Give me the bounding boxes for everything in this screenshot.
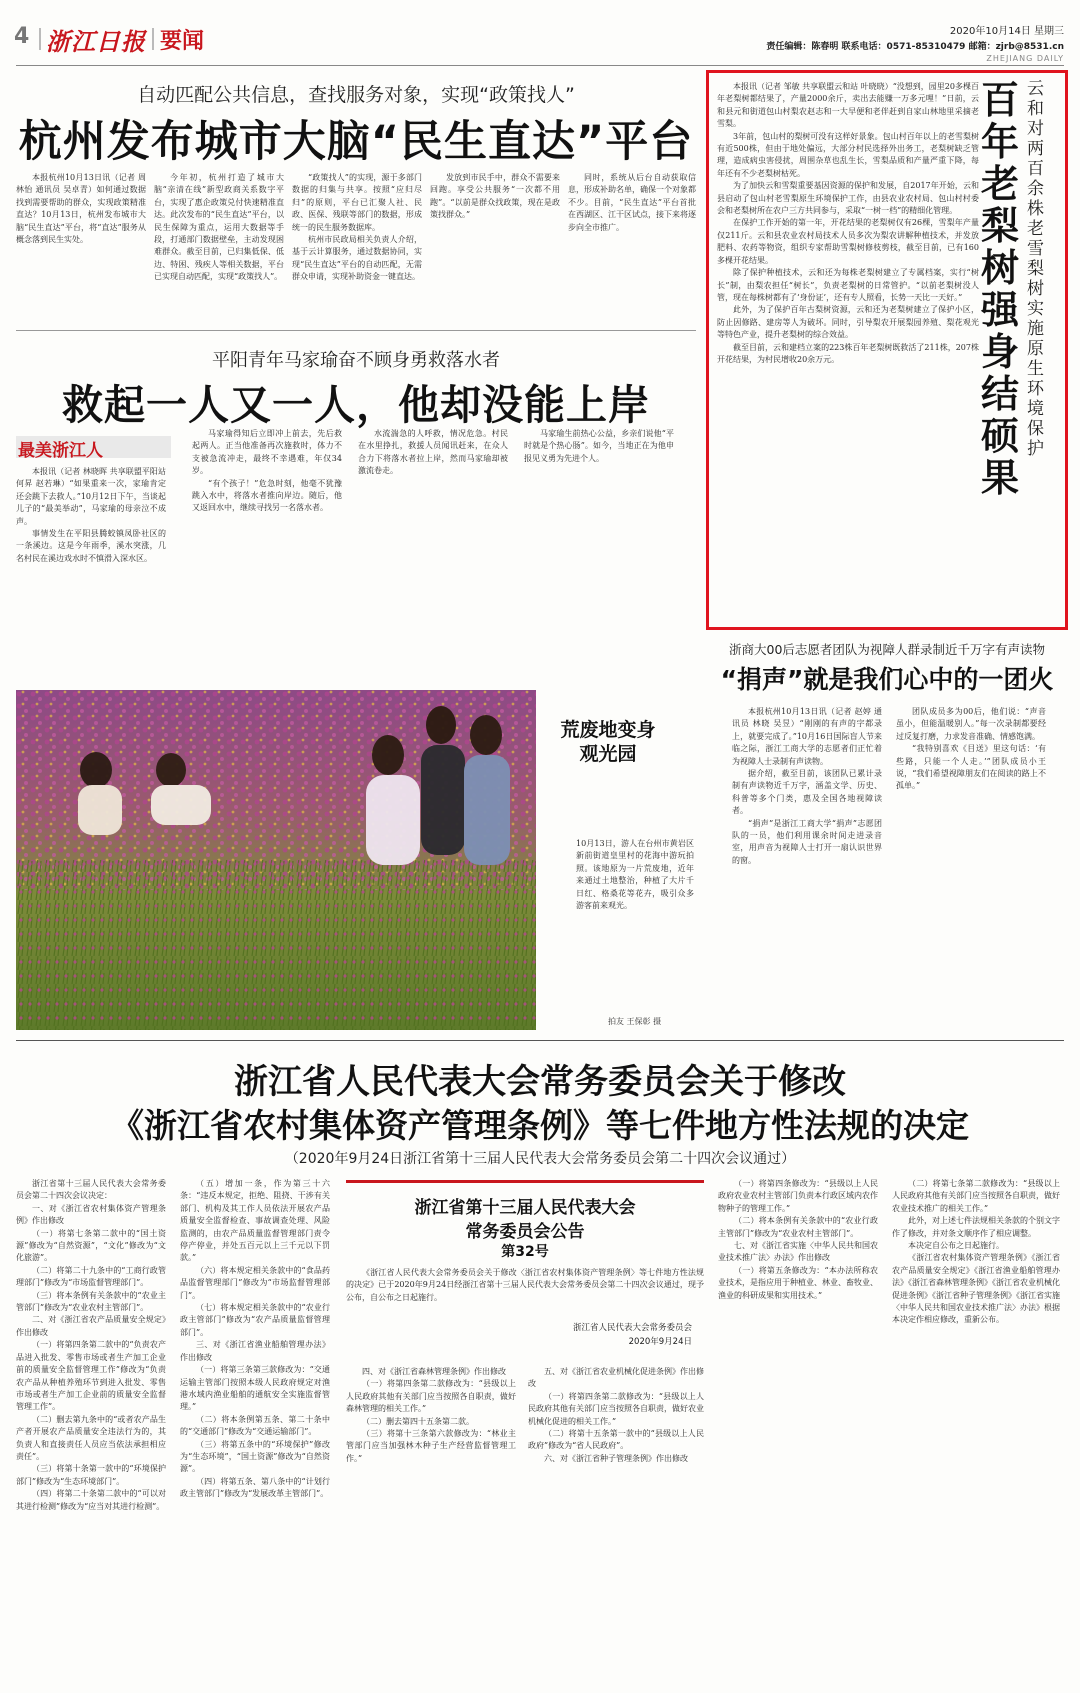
paragraph: 本报杭州10月13日讯（记者 周林怡 通讯员 吴卓青）如何通过数据找到需要帮助的群众，实现政策精准直达？10月13日，杭州发布城市大脑“民生直达”平台，将“直达”服务从概念落到民生实处。 xyxy=(16,173,146,245)
section-rule xyxy=(16,1040,1064,1041)
paragraph: （二）将本条例有关条款中的“农业行政主管部门”修改为“农业农村主管部门”。 xyxy=(718,1216,878,1238)
story-column xyxy=(568,172,696,322)
story-side-kicker: 云和对两百余株老雪梨树实施原生环境保护 xyxy=(1027,79,1044,459)
story-kicker: 浙商大00后志愿者团队为视障人群录制近千万字有声读物 xyxy=(729,642,1045,657)
story-column xyxy=(16,172,146,322)
paragraph: （三）将第十三条第六款修改为：“林业主管部门应当加强林木种子生产经营监督管理工作。” xyxy=(346,1429,516,1463)
paragraph: 为了加快云和雪梨重要基因资源的保护和发展，自2017年开始，云和县启动了包山村老雪梨原生环境保护工作，由县农业农村局、包山村村委会和老梨树所在农户三方共同参与，采取“一树一档”的精细化管理。 xyxy=(717,181,979,216)
story-column xyxy=(896,706,1046,1028)
paragraph: 事情发生在平阳县腾蛟镇凤卧社区的一条溪边。这是今年雨季，溪水突涨，几名村民在溪边戏水时不慎滑入深水区。 xyxy=(16,529,166,563)
paragraph: （一）将第四条第二款中的“负责农产品进入批发、零售市场或者生产加工企业前的质量安全监督管理工作”修改为“负责农产品从种植养殖环节到进入批发、零售市场或者生产加工企业前的质量安全监督管理工作”。 xyxy=(16,1340,166,1412)
paragraph: “我特别喜欢《目送》里这句话：‘有些路，只能一个人走。’”团队成员小王说，“我们希望视障朋友们在阅读的路上不孤单。” xyxy=(896,744,1046,791)
paragraph: （三）将第五条中的“环境保护”修改为“生态环境”，“国土资源”修改为“自然资源”。 xyxy=(180,1439,330,1474)
paragraph: “捐声”是浙江工商大学“捐声”志愿团队的一员，他们利用课余时间走进录音室，用声音为视障人士打开一扇认识世界的窗。 xyxy=(732,818,882,865)
paragraph: （二）删去第九条中的“或者农产品生产者开展农产品质量安全违法行为的，其负责人和直接责任人员应当依法承担相应责任”。 xyxy=(16,1414,166,1461)
paper-name-logo: 浙江日报 xyxy=(46,27,146,56)
decision-headline-line2: 《浙江省农村集体资产管理条例》等七件地方性法规的决定 xyxy=(111,1106,969,1145)
paragraph: 今年初，杭州打造了城市大脑“亲清在线”新型政商关系数字平台，实现了惠企政策兑付快速精准直达。此次发布的“民生直达”平台，以民生保障为重点，运用大数据等手段，打通部门数据壁垒，主动发现困难群众。截至目前，已归集低保、低边、特困、残疾人等相关数据，平台已实现自动匹配，实现“政策找人”。 xyxy=(154,173,284,282)
story-column xyxy=(430,172,560,322)
paragraph: （一）将第三条第三款修改为：“交通运输主管部门按照本级人民政府规定对渔港水域内渔业船舶的通航安全实施监督管理。” xyxy=(180,1365,330,1412)
decision-column xyxy=(528,1366,704,1682)
editor-line: 责任编辑：陈春明 联系电话：0571-85310479 邮箱：zjrb@8531.cn xyxy=(766,42,1064,52)
paragraph: 《浙江省农村集体资产管理条例》《浙江省农产品质量安全规定》《浙江省渔业船舶管理办法》《浙江省森林管理条例》《浙江省农业机械化促进条例》《浙江省种子管理条例》《浙江省实施〈中华人民共和国农业技术推广法〉办法》根据本决定作相应修改，重新公布。 xyxy=(892,1253,1060,1325)
paragraph: 杭州市民政局相关负责人介绍，基于云计算服务，通过数据协同，实现“民生直达”平台的自动匹配，无需群众申请，实现补助资金一键直达。 xyxy=(292,235,422,282)
decision-column xyxy=(180,1178,330,1682)
paragraph: （三）将第十条第一款中的“环境保护部门”修改为“生态环境部门”。 xyxy=(16,1464,166,1486)
paragraph: （二）将第七条第二款修改为：“县级以上人民政府其他有关部门应当按照各自职责，做好农业技术推广的相关工作。” xyxy=(892,1179,1060,1213)
masthead-rule xyxy=(16,65,1064,66)
paragraph: 此外，为了保护百年古梨树资源，云和还为老梨树建立了保护小区，防止因修路、建房等人为破坏。同时，引导梨农开展梨园养殖、梨花观光等特色产业，提升老梨树的综合效益。 xyxy=(717,305,979,340)
paragraph: 3年前，包山村的梨树可没有这样好景象。包山村百年以上的老雪梨树有近500株，但由于地处偏远，大部分村民选择外出务工，老梨树缺乏管理，造成病虫害侵扰，周围杂草也乱生长，雪梨品质和产量严重下降，每年还有不少老梨树枯死。 xyxy=(717,131,979,178)
paragraph: 五、对《浙江省农业机械化促进条例》作出修改 xyxy=(528,1367,704,1389)
photo-caption xyxy=(576,838,694,988)
paragraph: 《浙江省人民代表大会常务委员会关于修改〈浙江省农村集体资产管理条例〉等七件地方性法规的决定》已于2020年9月24日经浙江省第十三届人民代表大会常务委员会第二十四次会议通过，现予公布，自公布之日起施行。 xyxy=(346,1268,704,1302)
paragraph: 在保护工作开始的第一年，开花结果的老梨树仅有26棵，雪梨年产量仅211斤。云和县农业农村局技术人员多次为梨农讲解种植技术，并发放肥料、农药等物资，组织专家帮助雪梨树修枝剪枝，截至目前，已有160多棵开花结果。 xyxy=(717,218,979,265)
decision-column xyxy=(346,1366,516,1682)
paragraph: 此外，对上述七件法规相关条款的个别文字作了修改，并对条文顺序作了相应调整。 xyxy=(892,1216,1060,1238)
story-column xyxy=(717,81,979,619)
announcement-body xyxy=(346,1267,704,1317)
story-column xyxy=(732,706,882,1028)
paragraph: 三、对《浙江省渔业船舶管理办法》作出修改 xyxy=(180,1340,330,1362)
paragraph: （四）将第五条、第八条中的“计划行政主管部门”修改为“发展改革主管部门”。 xyxy=(180,1476,330,1499)
paragraph: 据介绍，截至目前，该团队已累计录制有声读物近千万字，涵盖文学、历史、科普等多个门类，惠及全国各地视障读者。 xyxy=(732,769,882,816)
issue-date: 2020年10月14日 星期三 xyxy=(949,26,1064,37)
story-column xyxy=(292,172,422,322)
paragraph: （二）删去第四十五条第二款。 xyxy=(362,1416,474,1426)
decision-subline: （2020年9月24日浙江省第十三届人民代表大会常务委员会第二十四次会议通过） xyxy=(284,1151,796,1167)
photo-title: 荒废地变身观光园 xyxy=(560,719,656,765)
story-column xyxy=(358,428,508,668)
paragraph: （二）将第二十九条中的“工商行政管理部门”修改为“市场监督管理部门”。 xyxy=(16,1265,166,1288)
masthead-pinyin: ZHEJIANG DAILY xyxy=(986,54,1064,63)
masthead-divider xyxy=(152,28,154,50)
story-headline: 百年老梨树 强身结硕果 xyxy=(981,78,1020,500)
story-legislation xyxy=(16,1048,1064,1688)
story-volunteers xyxy=(706,636,1068,1032)
story-kicker: 平阳青年马家瑜奋不顾身勇救落水者 xyxy=(212,350,500,371)
paragraph: 发放到市民手中，群众不需要来回跑。享受公共服务“一次都不用跑”。“以前是群众找政策，现在是政策找群众。” xyxy=(430,173,560,220)
paragraph: 截至目前，云和建档立案的223株百年老梨树既救活了211株，207株开花结果，为村民增收20余万元。 xyxy=(717,342,979,364)
paragraph: 浙江省第十三届人民代表大会常务委员会第二十四次会议决定： xyxy=(16,1179,166,1201)
column-tag xyxy=(16,436,171,461)
photo-credit: 拍友 王保彰 摄 xyxy=(608,1017,662,1026)
paragraph: 七、对《浙江省实施〈中华人民共和国农业技术推广法〉办法》作出修改 xyxy=(718,1241,878,1263)
paragraph: （一）将第四条修改为：“县级以上人民政府农业农村主管部门负责本行政区域内农作物种子的管理工作。” xyxy=(718,1179,878,1213)
story-rescue xyxy=(16,332,696,672)
decision-column xyxy=(892,1178,1060,1682)
story-column xyxy=(192,428,342,668)
paragraph: 本报讯（记者 邹敏 共享联盟云和站 叶晓晓）“没想到，园里20多棵百年老梨树都结果了，产量2000余斤，卖出去能赚一万多元哩！”日前，云和县元和街道包山村梨农赵志和一大早便和老伴赶到自家山林地里采摘老雪梨。 xyxy=(717,82,979,129)
paragraph: 水流湍急的人呼救，情况危急。村民在水里挣扎，救援人员闻讯赶来，在众人合力下将落水者拉上岸，然而马家瑜却被激流卷走。 xyxy=(358,429,508,476)
announcement-box xyxy=(346,1180,704,1361)
flower-field-photo xyxy=(16,690,536,1030)
column-tag-label: 最美浙江人 xyxy=(18,441,103,461)
decision-column xyxy=(718,1178,878,1682)
paragraph: “政策找人”的实现，源于多部门数据的归集与共享。按照“应归尽归”的原则，平台已汇聚人社、民政、医保、残联等部门的数据，形成统一的民生服务数据库。 xyxy=(292,173,422,232)
announcement-date: 2020年9月24日 xyxy=(628,1337,692,1347)
divider xyxy=(16,330,696,331)
story-smart-city xyxy=(16,72,696,330)
paragraph: （四）将第二十条第二款中的“可以对其进行检测”修改为“应当对其进行检测”。 xyxy=(16,1489,166,1511)
paragraph: （七）将本规定相关条款中的“农业行政主管部门”修改为“农产品质量监督管理部门”。 xyxy=(180,1303,330,1337)
paragraph: （二）将第十五条第一款中的“县级以上人民政府”修改为“省人民政府”。 xyxy=(528,1429,704,1451)
paragraph: 一、对《浙江省农村集体资产管理条例》作出修改 xyxy=(16,1203,166,1226)
paragraph: （一）将第四条第二款修改为：“县级以上人民政府其他有关部门应当按照各自职责，做好农业机械化促进的相关工作。” xyxy=(528,1391,704,1426)
announcement-title-line1: 浙江省第十三届人民代表大会 xyxy=(414,1198,636,1218)
paragraph: 本报讯（记者 林晓晖 共享联盟平阳站 何昇 赵若琳）“如果重来一次，家瑜肯定还会跳下去救人。”10月12日下午，当谈起儿子的“最美举动”，马家瑜的母亲泣不成声。 xyxy=(16,467,166,526)
paragraph: 二、对《浙江省农产品质量安全规定》作出修改 xyxy=(16,1315,166,1337)
announcement-signature: 浙江省人民代表大会常务委员会 xyxy=(572,1323,692,1333)
story-headline: “捐声”就是我们心中的一团火 xyxy=(720,665,1054,694)
paragraph: 马家瑜生前热心公益，乡亲们说他“平时就是个热心肠”。如今，当地正在为他申报见义勇为先进个人。 xyxy=(524,429,674,463)
paragraph: 团队成员多为00后，他们说：“声音虽小，但能温暖别人。”每一次录制都要经过反复打磨，力求发音准确、情感饱满。 xyxy=(896,707,1046,741)
page-number: 4 xyxy=(14,24,30,49)
story-pear-trees xyxy=(706,70,1068,630)
announcement-number: 第32号 xyxy=(501,1244,549,1260)
paragraph: （六）将本规定相关条款中的“食品药品监督管理部门”修改为“市场监督管理部门”。 xyxy=(180,1265,330,1300)
section-name: 要闻 xyxy=(160,29,205,54)
story-column xyxy=(16,466,166,668)
masthead xyxy=(0,0,1080,72)
paragraph: 本报杭州10月13日讯（记者 赵婷 通讯员 林晓 吴昱）“刚刚的有声的字都录上，就要完成了。”10月16日国际盲人节来临之际，浙江工商大学的志愿者们正忙着为视障人士录制有声读物。 xyxy=(732,707,882,766)
flower-field-image xyxy=(16,690,536,1030)
paragraph: （五）增加一条，作为第三十六条：“违反本规定，拒绝、阻挠、干涉有关部门、机构及其工作人员依法开展农产品质量安全监督检查、事故调查处理、风险监测的，由农产品质量监督管理部门责令停产停业，并处五百元以上三千元以下罚款。” xyxy=(180,1179,330,1263)
paragraph: （一）将第七条第二款中的“国土资源”修改为“自然资源”，“文化”修改为“文化旅游”。 xyxy=(16,1228,166,1263)
paragraph: （二）将本条例第五条、第二十条中的“交通部门”修改为“交通运输部门”。 xyxy=(180,1414,330,1437)
paragraph: （一）将第五条修改为：“本办法所称农业技术，是指应用于种植业、林业、畜牧业、渔业的科研成果和实用技术。” xyxy=(718,1265,878,1300)
story-headline: 杭州发布城市大脑“民生直达”平台 xyxy=(18,117,694,167)
paragraph: （一）将第四条第二款修改为：“县级以上人民政府其他有关部门应当按照各自职责，做好森林管理的相关工作。” xyxy=(346,1379,516,1414)
caption-text: 10月13日，游人在台州市黄岩区新前街道皇里村的花海中游玩拍照。该地原为一片荒废地，近年来通过土地整治，种植了大片千日红、格桑花等花卉，吸引众多游客前来观光。 xyxy=(576,839,694,911)
masthead-divider xyxy=(39,28,41,50)
story-column xyxy=(154,172,284,322)
paragraph: 本决定自公布之日起施行。 xyxy=(908,1241,1004,1251)
story-kicker: 自动匹配公共信息，查找服务对象，实现“政策找人” xyxy=(137,84,575,106)
paragraph: 四、对《浙江省森林管理条例》作出修改 xyxy=(362,1367,506,1376)
paragraph: 除了保护种植技术，云和还为每株老梨树建立了专属档案，实行“树长”制，由梨农担任“树长”，负责老梨树的日常管护。“以前老梨树没人管，现在每株树都有了‘身份证’，还有专人照看，长势一天比一天好。” xyxy=(717,268,979,302)
paragraph: 同时，系统从后台自动获取信息，形成补助名单，确保一个对象都不少。目前，“民生直达”平台首批在西湖区、江干区试点，接下来将逐步向全市推广。 xyxy=(568,173,696,232)
story-column xyxy=(524,428,674,668)
paragraph: 马家瑜得知后立即冲上前去，先后救起两人。正当他准备再次施救时，体力不支被急流冲走，最终不幸遇难，年仅34岁。 xyxy=(192,429,342,476)
announcement-title-line2: 常务委员会公告 xyxy=(465,1222,585,1242)
decision-column xyxy=(16,1178,166,1682)
story-headline: 救起一人又一人，他却没能上岸 xyxy=(62,381,650,429)
photo-feature xyxy=(16,690,696,1030)
paragraph: “有个孩子！”危急时刻，他毫不犹豫跳入水中，将落水者推向岸边。随后，他又返回水中，继续寻找另一名落水者。 xyxy=(192,478,342,513)
paragraph: 六、对《浙江省种子管理条例》作出修改 xyxy=(544,1453,688,1463)
decision-headline-line1: 浙江省人民代表大会常务委员会关于修改 xyxy=(234,1062,846,1102)
paragraph: （三）将本条例有关条款中的“农业主管部门”修改为“农业农村主管部门”。 xyxy=(16,1290,166,1313)
